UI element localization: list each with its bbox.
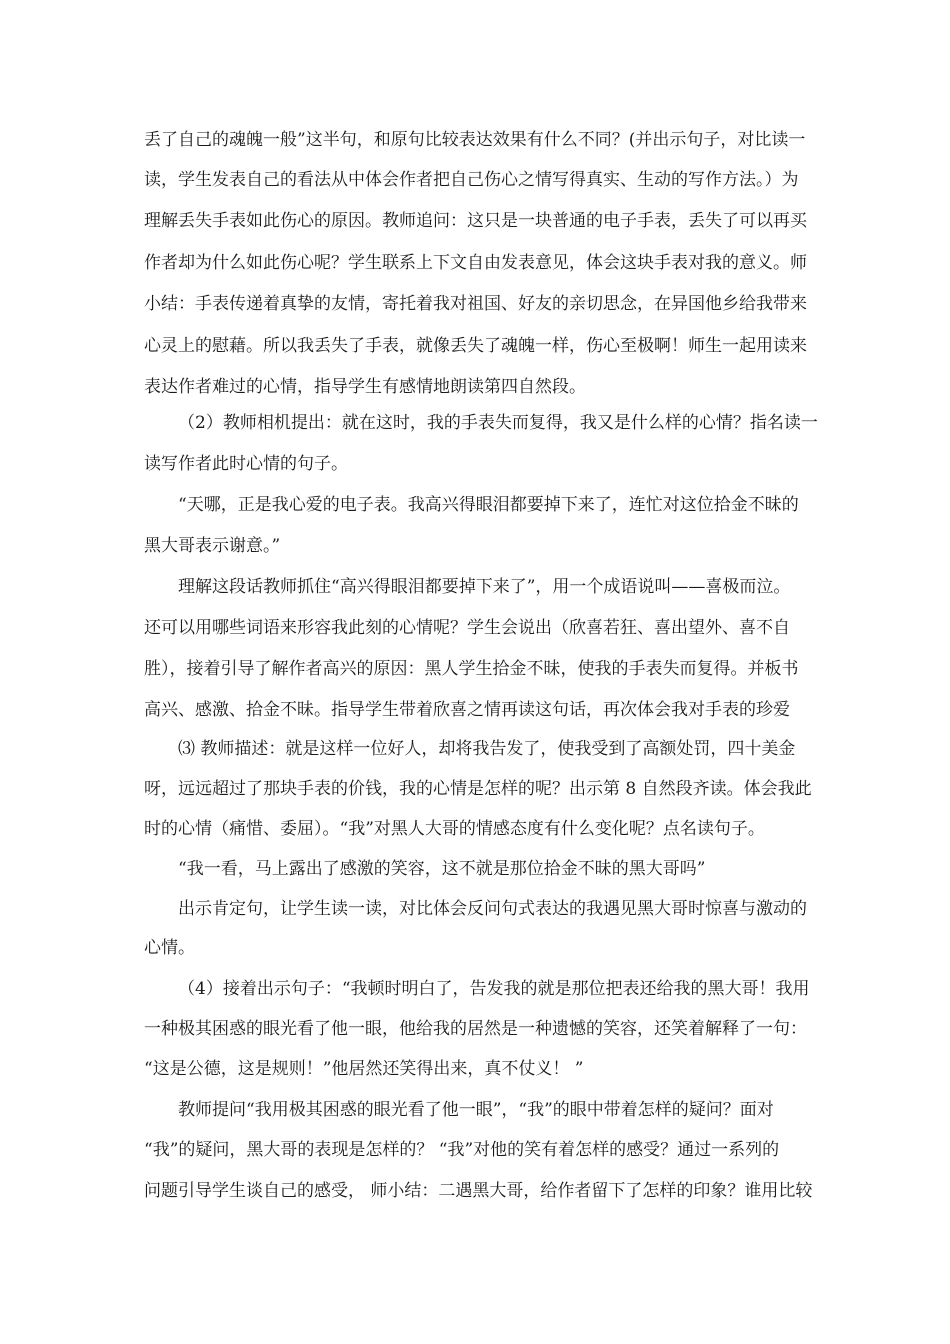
text-line: 读，学生发表自己的看法从中体会作者把自己伤心之情写得真实、生动的写作方法。）为 (144, 170, 799, 190)
text-line: 心情。 (144, 938, 195, 958)
text-line: “这是公德，这是规则！”他居然还笑得出来，真不仗义！ ” (144, 1059, 584, 1079)
text-line: 还可以用哪些词语来形容我此刻的心情呢？学生会说出（欣喜若狂、喜出望外、喜不自 (144, 618, 790, 638)
text-line: 理解丢失手表如此伤心的原因。教师追问：这只是一块普通的电子手表，丢失了可以再买 (144, 211, 807, 231)
text-line: “我”的疑问，黑大哥的表现是怎样的？ “我”对他的笑有着怎样的感受？通过一系列的 (144, 1140, 780, 1160)
text-line: 一种极其困惑的眼光看了他一眼，他给我的居然是一种遗憾的笑容，还笑着解释了一句： (144, 1019, 807, 1039)
text-line: 理解这段话教师抓住“高兴得眼泪都要掉下来了”，用一个成语说叫——喜极而泣。 (178, 577, 791, 597)
text-line: （2）教师相机提出：就在这时，我的手表失而复得，我又是什么样的心情？指名读一 (178, 413, 818, 433)
text-line: ⑶ 教师描述：就是这样一位好人，却将我告发了，使我受到了高额处罚，四十美金 (178, 739, 796, 759)
text-line: “我一看，马上露出了感激的笑容，这不就是那位拾金不昧的黑大哥吗” (178, 859, 706, 879)
text-line: 作者却为什么如此伤心呢？学生联系上下文自由发表意见，体会这块手表对我的意义。师 (144, 253, 807, 273)
text-line: 高兴、感激、拾金不昧。指导学生带着欣喜之情再读这句话，再次体会我对手表的珍爱 (144, 700, 790, 720)
text-line: 出示肯定句，让学生读一读，对比体会反问句式表达的我遇见黑大哥时惊喜与激动的 (178, 899, 807, 919)
text-line: 问题引导学生谈自己的感受， 师小结：二遇黑大哥，给作者留下了怎样的印象？谁用比较 (144, 1181, 813, 1201)
text-line: “天哪，正是我心爱的电子表。我高兴得眼泪都要掉下来了，连忙对这位拾金不昧的 (178, 495, 799, 515)
text-line: 心灵上的慰藉。所以我丢失了手表，就像丢失了魂魄一样，伤心至极啊！师生一起用读来 (144, 336, 807, 356)
text-line: 胜），接着引导了解作者高兴的原因：黑人学生拾金不昧，使我的手表失而复得。并板书 (144, 659, 799, 679)
text-line: 丢了自己的魂魄一般”这半句，和原句比较表达效果有什么不同？(并出示句子，对比读一 (144, 130, 806, 150)
text-line: （4）接着出示句子：“我顿时明白了，告发我的就是那位把表还给我的黑大哥！我用 (178, 979, 810, 999)
text-line: 呀，远远超过了那块手表的价钱，我的心情是怎样的呢？出示第 8 自然段齐读。体会我此 (144, 779, 812, 799)
text-line: 读写作者此时心情的句子。 (144, 454, 348, 474)
text-line: 教师提问“我用极其困惑的眼光看了他一眼”，“我”的眼中带着怎样的疑问？面对 (178, 1100, 774, 1120)
text-line: 时的心情（痛惜、委屈）。“我”对黑人大哥的情感态度有什么变化呢？点名读句子。 (144, 819, 765, 839)
text-line: 小结：手表传递着真挚的友情，寄托着我对祖国、好友的亲切思念，在异国他乡给我带来 (144, 294, 807, 314)
text-line: 黑大哥表示谢意。” (144, 536, 281, 556)
text-line: 表达作者难过的心情，指导学生有感情地朗读第四自然段。 (144, 377, 586, 397)
